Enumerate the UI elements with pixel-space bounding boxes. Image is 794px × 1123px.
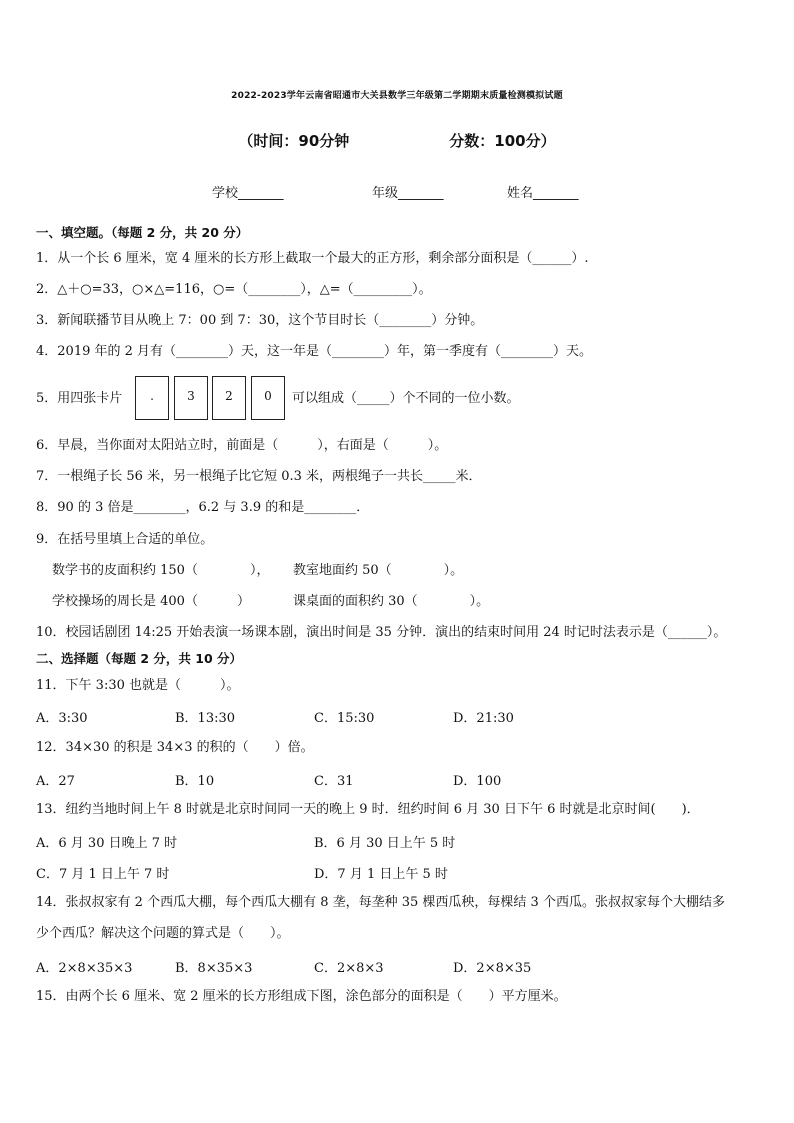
q13-option-a: A．6 月 30 日晚上 7 时 [36,836,178,851]
grade-field: 年级_______ [372,186,444,201]
q14-option-a: A．2×8×35×3 [36,961,133,976]
school-field: 学校_______ [212,186,284,201]
q12-option-b: B．10 [175,774,215,789]
q11-option-b: B．13:30 [175,711,236,726]
exam-time: （时间：90分钟 [238,132,350,150]
question-10: 10．校园话剧团 14:25 开始表演一场课本剧，演出时间是 35 分钟．演出的结束时间用 24 时记时法表示是（______）。 [36,625,727,640]
question-5-prefix: 5．用四张卡片 [36,391,123,406]
q13-option-d: D．7 月 1 日上午 5 时 [314,867,448,882]
question-9: 9．在括号里填上合适的单位。 [36,532,214,547]
exam-time-score [0,130,794,151]
question-5-suffix: 可以组成（_____）个不同的一位小数。 [292,391,520,406]
question-1: 1．从一个长 6 厘米，宽 4 厘米的长方形上截取一个最大的正方形，剩余部分面积是（______）. [36,251,589,266]
question-4: 4．2019 年的 2 月有（________）天，这一年是（________）年，第一季度有（________）天。 [36,344,593,359]
question-9c: 学校操场的周长是 400（ ） [52,594,250,609]
q12-option-c: C．31 [314,774,354,789]
page-title: 2022-2023学年云南省昭通市大关县数学三年级第二学期期末质量检测模拟试题 [231,91,563,101]
question-8: 8．90 的 3 倍是________，6.2 与 3.9 的和是________． [36,500,370,515]
q11-option-d: D．21:30 [453,711,514,726]
q14-option-c: C．2×8×3 [314,961,384,976]
question-14-line1: 14．张叔叔家有 2 个西瓜大棚，每个西瓜大棚有 8 垄，每垄种 35 棵西瓜秧，每棵结 3 个西瓜。张叔叔家每个大棚结多 [36,895,725,910]
q13-option-c: C．7 月 1 日上午 7 时 [36,867,170,882]
q12-option-d: D．100 [453,774,502,789]
name-field: 姓名_______ [507,186,579,201]
question-3: 3．新闻联播节目从晚上 7：00 到 7：30，这个节目时长（________）分钟。 [36,313,484,328]
question-12: 12．34×30 的积是 34×3 的积的（ ）倍。 [36,740,314,755]
question-9d: 课桌面的面积约 30（ ）。 [293,594,490,609]
section-heading-fill: 一、填空题。（每题 2 分，共 20 分） [36,225,249,240]
exam-score: 分数：100分） [449,132,556,150]
q11-option-c: C．15:30 [314,711,375,726]
question-15: 15．由两个长 6 厘米、宽 2 厘米的长方形组成下图，涂色部分的面积是（ ）平方厘米。 [36,989,567,1004]
question-11: 11．下午 3:30 也就是（ ）。 [36,678,240,693]
question-13: 13．纽约当地时间上午 8 时就是北京时间同一天的晚上 9 时．纽约时间 6 月 30 日下午 6 时就是北京时间( )． [36,802,700,817]
section-heading-choice: 二、选择题（每题 2 分，共 10 分） [36,651,243,666]
q13-option-b: B．6 月 30 日上午 5 时 [314,836,456,851]
question-6: 6．早晨，当你面对太阳站立时，前面是（ ），右面是（ ）。 [36,438,448,453]
question-7: 7．一根绳子长 56 米，另一根绳子比它短 0.3 米，两根绳子一共长_____米． [36,469,482,484]
q14-option-d: D．2×8×35 [453,961,532,976]
card-dot: . [135,376,169,420]
q12-option-a: A．27 [36,774,75,789]
question-14-line2: 少个西瓜？解决这个问题的算式是（ ）。 [36,926,290,941]
q14-option-b: B．8×35×3 [175,961,253,976]
card-3: 3 [174,376,208,420]
question-9a: 数学书的皮面积约 150（ ）， [52,563,270,578]
card-0: 0 [251,376,285,420]
question-2: 2．△＋○=33，○×△=116，○=（________），△=（_________）。 [36,282,432,297]
card-2: 2 [212,376,246,420]
q11-option-a: A．3:30 [36,711,88,726]
question-9b: 教室地面约 50（ ）。 [293,563,464,578]
